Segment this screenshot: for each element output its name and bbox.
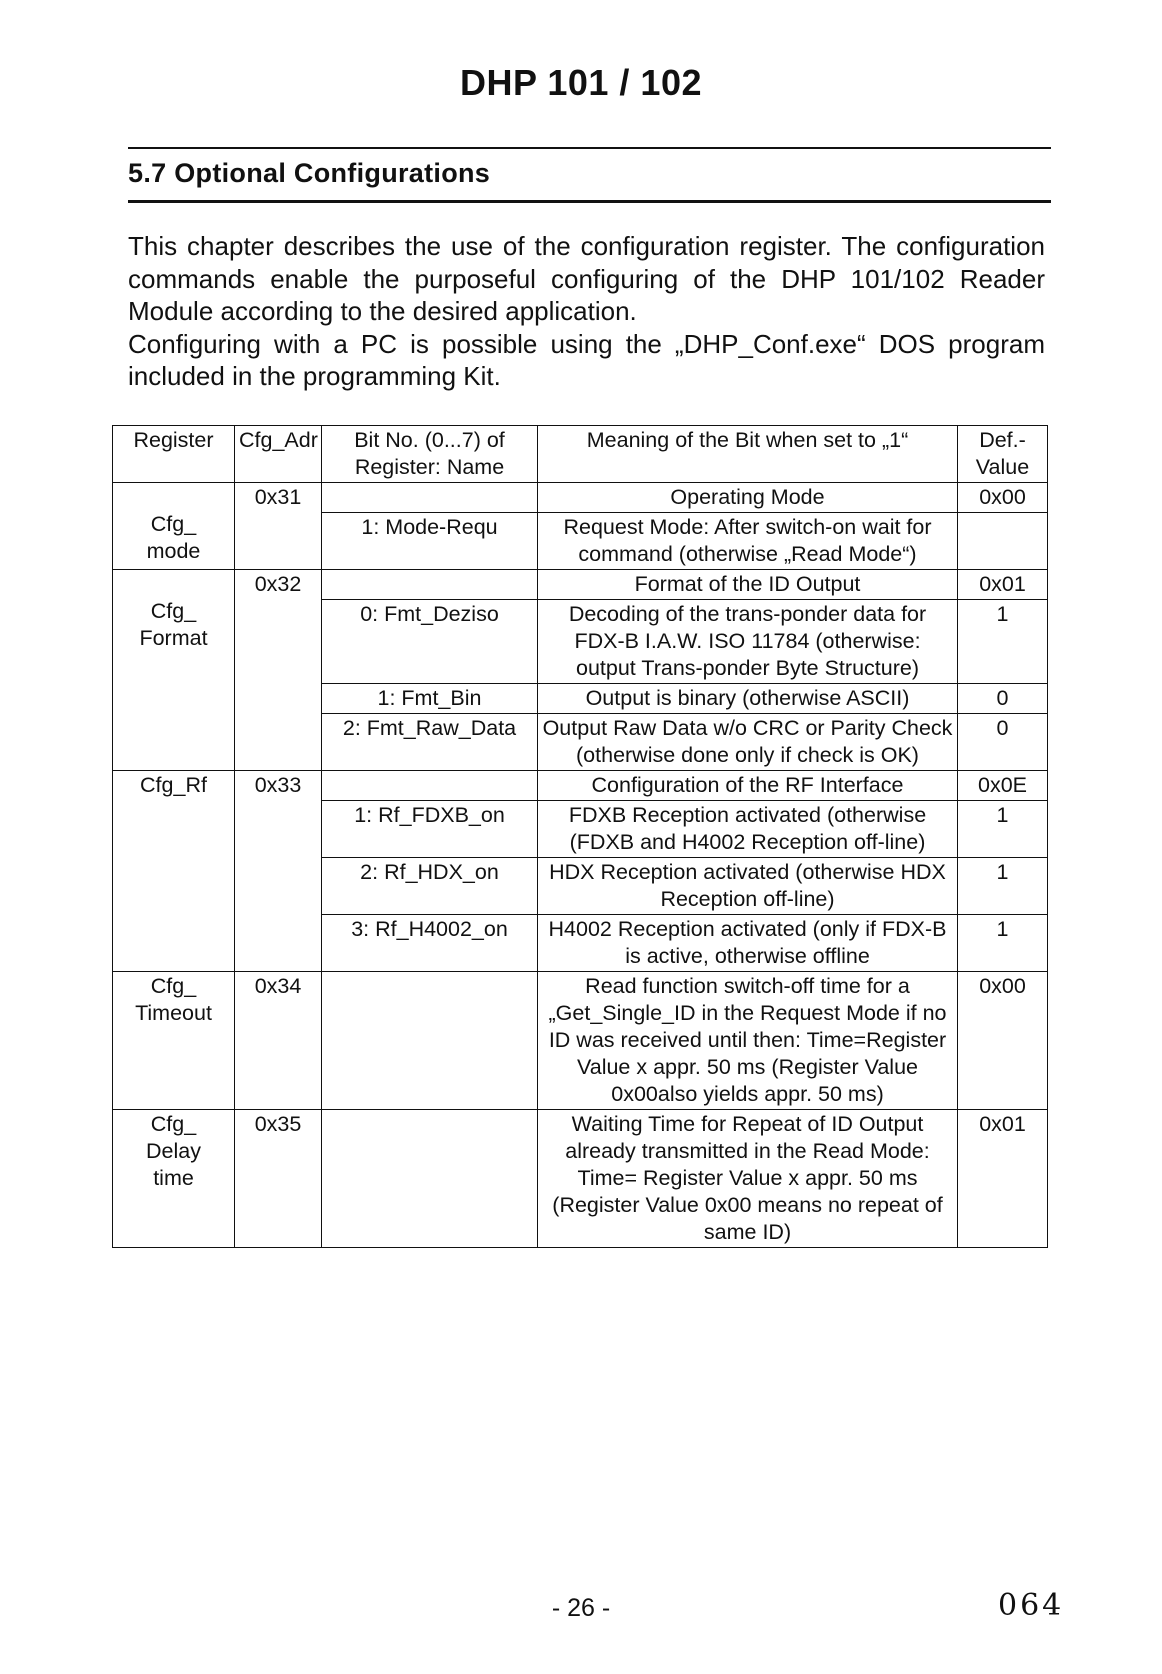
register-address: 0x34 xyxy=(235,972,322,1110)
bit-name: 1: Mode-Requ xyxy=(322,513,538,570)
bit-cell xyxy=(322,972,538,1110)
register-name-line: Format xyxy=(139,626,208,650)
register-name-line: mode xyxy=(146,539,201,563)
section-heading: 5.7 Optional Configurations xyxy=(128,158,491,188)
register-default: 0x01 xyxy=(958,570,1048,600)
register-name-line: Cfg_ xyxy=(150,974,197,998)
bit-cell xyxy=(322,570,538,600)
register-name-cell xyxy=(113,1110,235,1248)
register-name-line: Cfg_Rf xyxy=(140,773,207,797)
register-name-line: Cfg_ xyxy=(150,512,197,536)
header-def-value: Def.-Value xyxy=(958,426,1048,483)
header-meaning: Meaning of the Bit when set to „1“ xyxy=(538,426,958,483)
bit-name: 1: Rf_FDXB_on xyxy=(322,801,538,858)
bit-meaning: Output Raw Data w/o CRC or Parity Check (otherwise done only if check is OK) xyxy=(538,714,958,771)
register-title: Operating Mode xyxy=(538,483,958,513)
bit-default xyxy=(958,513,1048,570)
bit-meaning: Output is binary (otherwise ASCII) xyxy=(538,684,958,714)
register-default: 0x0E xyxy=(958,771,1048,801)
bit-name: 2: Rf_HDX_on xyxy=(322,858,538,915)
bit-meaning: FDXB Reception activated (otherwise (FDXB and H4002 Reception off-line) xyxy=(538,801,958,858)
table-row xyxy=(113,972,1048,1110)
bit-meaning: H4002 Reception activated (only if FDX-B is active, otherwise offline xyxy=(538,915,958,972)
bit-default: 0 xyxy=(958,714,1048,771)
register-default: 0x00 xyxy=(958,483,1048,513)
bit-default: 1 xyxy=(958,600,1048,684)
register-name-cell xyxy=(113,972,235,1110)
page-stamp: 064 xyxy=(998,1588,1065,1623)
page-number: - 26 - xyxy=(551,1594,611,1622)
bit-cell xyxy=(322,1110,538,1248)
register-name-line: Cfg_ xyxy=(150,1112,197,1136)
configuration-register-table xyxy=(112,425,1048,1248)
register-name-cell xyxy=(113,771,235,972)
register-name-line: Timeout xyxy=(135,1001,212,1025)
bit-name: 2: Fmt_Raw_Data xyxy=(322,714,538,771)
register-default: 0x00 xyxy=(958,972,1048,1110)
bit-default: 1 xyxy=(958,915,1048,972)
intro-paragraph-1: This chapter describes the use of the configuration register. The configuration commands enable the purposeful configuring of the DHP 101/102 Reader Module according to the desired application. xyxy=(128,231,1045,326)
bit-cell xyxy=(322,483,538,513)
register-address: 0x35 xyxy=(235,1110,322,1248)
table-row xyxy=(113,570,1048,600)
register-title: Format of the ID Output xyxy=(538,570,958,600)
register-name-line: Delay xyxy=(146,1139,201,1163)
bit-name: 1: Fmt_Bin xyxy=(322,684,538,714)
bit-name: 3: Rf_H4002_on xyxy=(322,915,538,972)
heading-rule xyxy=(128,200,1051,203)
register-name-line: time xyxy=(153,1166,194,1190)
register-name-cell xyxy=(113,570,235,771)
register-meaning: Read function switch-off time for a „Get_Single_ID in the Request Mode if no ID was received until then: Time=Register Value x appr. 50 ms (Register Value 0x00also yields appr. 50 ms) xyxy=(538,972,958,1110)
document-title: DHP 101 / 102 xyxy=(460,62,702,103)
bit-meaning: HDX Reception activated (otherwise HDX Reception off-line) xyxy=(538,858,958,915)
register-meaning: Waiting Time for Repeat of ID Output already transmitted in the Read Mode: Time= Register Value x appr. 50 ms (Register Value 0x00 means no repeat of same ID) xyxy=(538,1110,958,1248)
table-row xyxy=(113,1110,1048,1248)
bit-default: 1 xyxy=(958,858,1048,915)
register-title: Configuration of the RF Interface xyxy=(538,771,958,801)
top-rule xyxy=(128,147,1051,149)
register-address: 0x32 xyxy=(235,570,322,771)
intro-text xyxy=(128,230,1045,393)
bit-meaning: Request Mode: After switch-on wait for command (otherwise „Read Mode“) xyxy=(538,513,958,570)
bit-default: 1 xyxy=(958,801,1048,858)
header-cfg-addr: Cfg_Adr xyxy=(235,426,322,483)
table-row xyxy=(113,771,1048,801)
bit-name: 0: Fmt_Deziso xyxy=(322,600,538,684)
register-name-cell xyxy=(113,483,235,570)
register-default: 0x01 xyxy=(958,1110,1048,1248)
table-header-row xyxy=(113,426,1048,483)
header-register: Register xyxy=(113,426,235,483)
bit-meaning: Decoding of the trans-ponder data for FDX-B I.A.W. ISO 11784 (otherwise: output Trans-ponder Byte Structure) xyxy=(538,600,958,684)
register-name-line: Cfg_ xyxy=(150,599,197,623)
bit-cell xyxy=(322,771,538,801)
table-row xyxy=(113,483,1048,513)
register-address: 0x31 xyxy=(235,483,322,570)
intro-paragraph-2: Configuring with a PC is possible using the „DHP_Conf.exe“ DOS program included in the programming Kit. xyxy=(128,328,1045,391)
register-address: 0x33 xyxy=(235,771,322,972)
header-bit-no: Bit No. (0...7) of Register: Name xyxy=(322,426,538,483)
bit-default: 0 xyxy=(958,684,1048,714)
